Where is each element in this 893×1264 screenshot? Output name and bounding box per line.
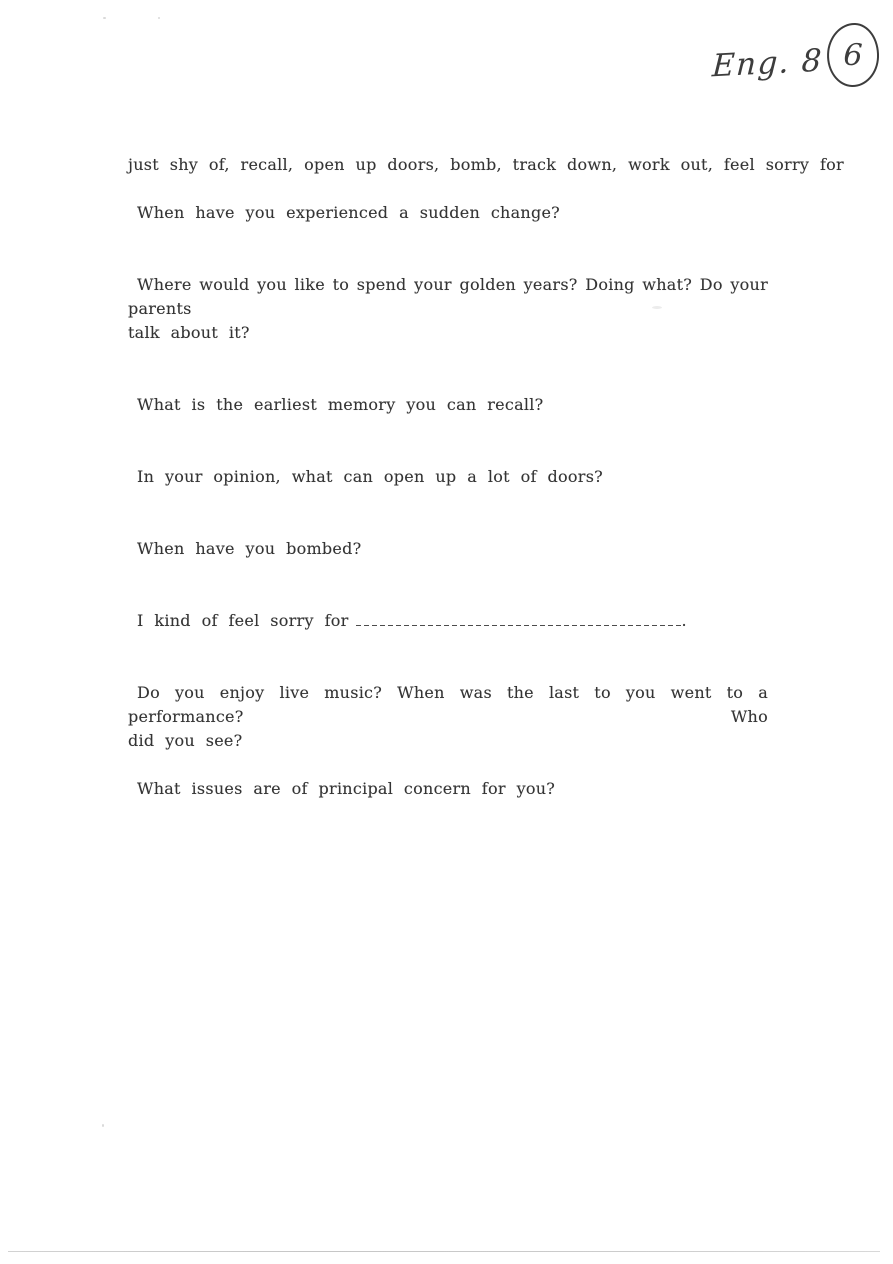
fill-in-blank bbox=[356, 614, 682, 626]
question-bombed: When have you bombed? bbox=[137, 539, 362, 558]
question-earliest-memory: What is the earliest memory you can recall? bbox=[137, 395, 544, 414]
question-principal-concern: What issues are of principal concern for you? bbox=[137, 779, 556, 798]
handwritten-label: Eng. 8 bbox=[711, 42, 824, 85]
vocab-list-line: just shy of, recall, open up doors, bomb, track down, work out, feel sorry for bbox=[128, 155, 844, 174]
scan-speck bbox=[102, 1124, 104, 1127]
scan-edge-line bbox=[8, 1251, 880, 1252]
question-live-music-line2: did you see? bbox=[128, 731, 243, 750]
scan-speck bbox=[158, 17, 160, 19]
question-golden-years-line2: talk about it? bbox=[128, 323, 250, 342]
sentence-feel-sorry-period: . bbox=[681, 611, 687, 630]
handwritten-grade-note bbox=[710, 26, 880, 99]
scan-smudge bbox=[652, 306, 662, 309]
sentence-feel-sorry-text: I kind of feel sorry for bbox=[137, 611, 349, 630]
question-open-doors: In your opinion, what can open up a lot of doors? bbox=[137, 467, 603, 486]
circled-number-value: 6 bbox=[842, 37, 864, 73]
question-live-music-line1: Do you enjoy live music? When was the last to you went to a performance? Who bbox=[128, 683, 768, 726]
question-sudden-change: When have you experienced a sudden change? bbox=[137, 203, 560, 222]
circled-number bbox=[826, 22, 880, 88]
scan-speck bbox=[103, 17, 106, 19]
question-golden-years-line1: Where would you like to spend your golden years? Doing what? Do your parents bbox=[128, 275, 768, 318]
worksheet-text-block bbox=[128, 153, 844, 801]
sentence-feel-sorry-for bbox=[128, 609, 768, 633]
